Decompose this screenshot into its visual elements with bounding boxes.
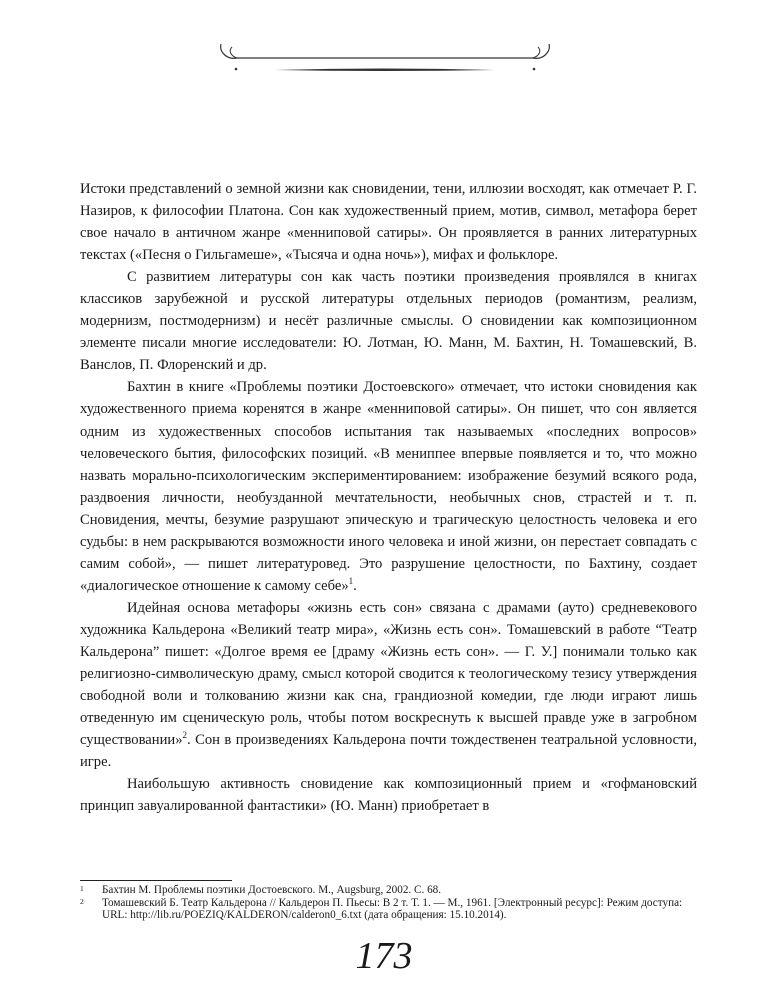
footnote (80, 884, 697, 897)
footnotes (80, 884, 697, 922)
body-text (80, 178, 697, 817)
footnote-number: 2 (80, 896, 84, 906)
paragraph: Бахтин в книге «Проблемы поэтики Достоевского» отмечает, что истоки сновидения как художественного приема коренятся в жанре «менниповой сатиры». Он пишет, что сон является одним из художественных способов испытания так называемых «последних вопросов» человеческого бытия, философских позиций. «В мениппее впервые появляется и то, что можно назвать морально-психологическим экспериментированием: изображение безумий всякого рода, раздвоения личности, необузданной мечтательности, необычных снов, страстей и т. п. Сновидения, мечты, безумие разрушают эпическую и трагическую целостность человека и его судьбы: в нем раскрываются возможности иного человека и иной жизни, он перестает совпадать с самим собой», — пишет литературовед. Это разрушение целостности, по Бахтину, создает «диалогическое отношение к самому себе»$^1$. (80, 379, 697, 594)
paragraph: Идейная основа метафоры «жизнь есть сон» связана с драмами (ауто) средневекового художника Кальдерона «Великий театр мира», «Жизнь есть сон». Томашевский в работе “Театр Кальдерона” пишет: «Долгое время ее [драму «Жизнь есть сон». — Г. У.] понимали только как религиозно-символическую драму, смысл которой сводится к теологическому тезису утверждения свободной воли и толкованию жизни как сна, грандиозной комедии, где люди играют лишь отведенную им сценическую роль, чтобы потом воскреснуть к высшей правде уже в загробном существовании»$^2$. Сон в произведениях Кальдерона почти тождественен театральной условности, игре. (80, 599, 697, 771)
paragraph: Наибольшую активность сновидение как композиционный прием и «гофмановский принцип завуалированной фантастики» (Ю. Манн) приобретает в (80, 776, 697, 815)
footnote-ref[interactable]: 1 (348, 575, 354, 586)
paragraph: С развитием литературы сон как часть поэтики произведения проявлялся в книгах классиков зарубежной и русской литературы отдельных периодов (романтизм, реализм, модернизм, постмодернизм) и несёт различные смыслы. О сновидении как композиционном элементе писали многие исследователи: Ю. Лотман, Ю. Манн, М. Бахтин, Н. Томашевский, В. Ванслов, П. Флоренский и др. (80, 269, 697, 374)
footnote-divider (80, 880, 232, 881)
footnote-text: Томашевский Б. Театр Кальдерона // Кальдерон П. Пьесы: В 2 т. Т. 1. — М., 1961. [Электронный ресурс]: Режим доступа: URL: http://lib.ru/POEZIQ/KALDERON/calderon0_6.txt (дата обращения: 15.10.2014). (102, 896, 683, 922)
footnote-number: 1 (80, 884, 84, 893)
page-number: 173 (355, 935, 413, 977)
footnote-text: Бахтин М. Проблемы поэтики Достоевского. М., Augsburg, 2002. С. 68. (102, 884, 442, 896)
footnote-ref[interactable]: 2 (182, 730, 188, 741)
paragraph: Истоки представлений о земной жизни как сновидении, тени, иллюзии восходят, как отмечает Р. Г. Назиров, к философии Платона. Сон как художественный прием, мотив, символ, метафора берет свое начало в античном жанре «менниповой сатиры». Он проявляется в ранних литературных текстах («Песня о Гильгамеше», «Тысяча и одна ночь»), мифах и фольклоре. (80, 181, 697, 264)
footnote (80, 897, 697, 922)
decorative-ornament-icon (215, 40, 555, 80)
